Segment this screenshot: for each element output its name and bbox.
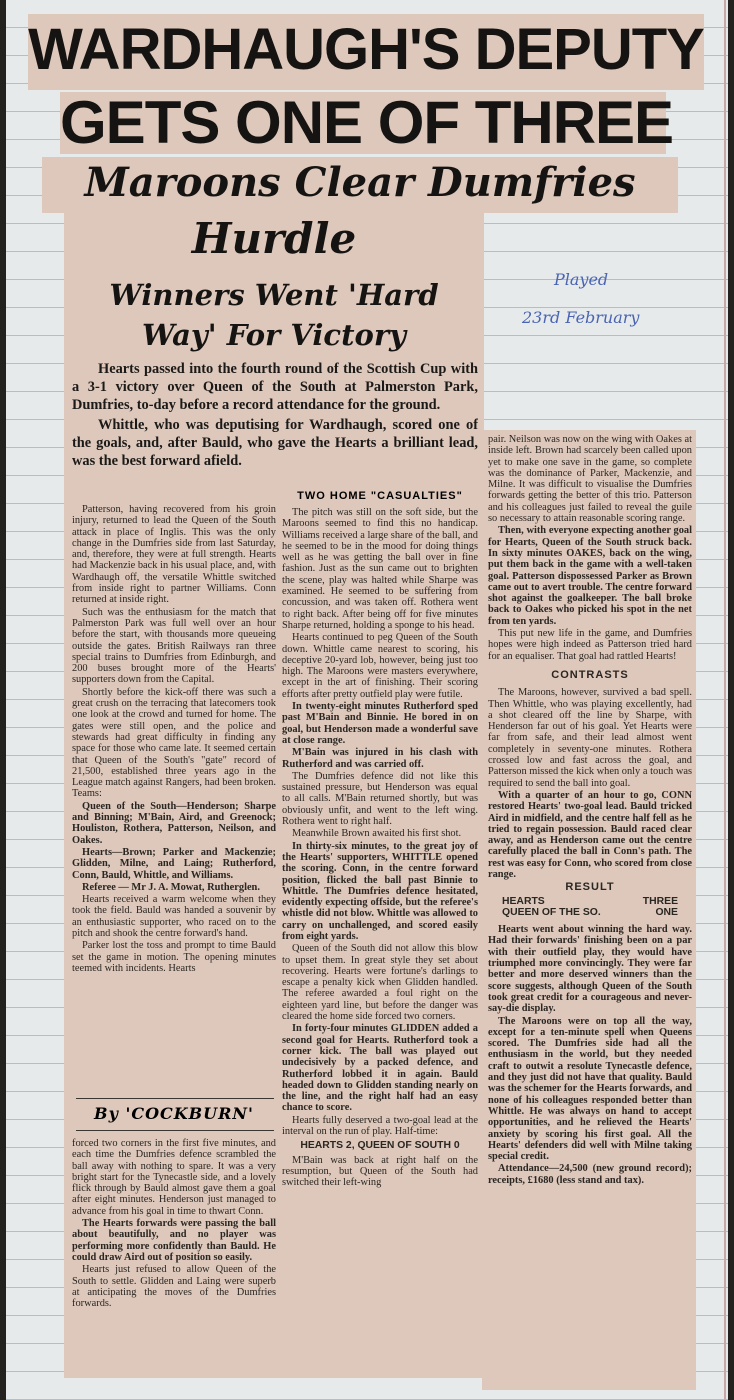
column-1-upper bbox=[72, 504, 276, 1094]
col3-heading-contrasts: CONTRASTS bbox=[551, 668, 629, 681]
scrapbook-page bbox=[6, 0, 728, 1400]
col1-paragraph: Hearts received a warm welcome when they took the field. Bauld was handed a souvenir by an enthusiastic supporter, who raced on to the pitch and shook the centre forward's hand. bbox=[72, 894, 276, 939]
intro-paragraph-2: Whittle, who was deputising for Wardhaugh, scored one of the goals, and, after Bauld, who gave the Hearts a brilliant lead, was the best forward afield. bbox=[72, 417, 478, 469]
col1-paragraph: forced two corners in the first five minutes, and each time the Dumfries defence scrambled the ball away with nothing to spare. It was a very bright start for the Tynecastle side, and a lovely flick through by Bauld almost gave them a goal after eight minutes. Henderson just managed to advance from his goal in time to thwart Conn. bbox=[72, 1138, 276, 1217]
byline: By 'COCKBURN' bbox=[94, 1104, 254, 1123]
col2-paragraph: Hearts continued to peg Queen of the South down. Whittle came nearest to scoring, his deceptive 20-yard lob, however, being just too high. The Maroons were masters everywhere, except in the art of finishing. Their scoring efforts after pretty outfield play were futile. bbox=[282, 632, 478, 700]
col3-paragraph: With a quarter of an hour to go, CONN restored Hearts' two-goal lead. Bauld tricked Aird in midfield, and the centre half fell as he tried to regain possession. Bauld raced clear away, and as Henderson came out the centre carefully placed the ball in Conn's path. The rest was easy for Conn, who scored from close range. bbox=[488, 789, 692, 880]
col1-paragraph: Parker lost the toss and prompt to time Bauld set the game in motion. The opening minutes teemed with incidents. Hearts bbox=[72, 940, 276, 974]
intro-paragraph-1: Hearts passed into the fourth round of the Scottish Cup with a 3-1 victory over Queen of the South at Palmerston Park, Dumfries, to-day before a record attendance for the ground. bbox=[72, 361, 478, 413]
subheadline-line-1: Winners Went 'Hard bbox=[109, 278, 439, 312]
col1-paragraph: Such was the enthusiasm for the match that Palmerston Park was full well over an hour before the start, with thousands more queueing outside the gates. British Railways ran three special trains to Dumfries from Edinburgh, and 200 buses brought more of the Hearts' supporters down from the Capital. bbox=[72, 606, 276, 686]
result-score-2: ONE bbox=[655, 906, 678, 918]
col1-paragraph: The Hearts forwards were passing the ball about beautifully, and no player was performing more confidently than Bauld. He could draw Aird out of position so easily. bbox=[72, 1218, 276, 1263]
col1-paragraph: Hearts just refused to allow Queen of the South to settle. Glidden and Laing were superb at anticipating the moves of the Dumfries forwards. bbox=[72, 1264, 276, 1310]
col2-paragraph: In thirty-six minutes, to the great joy of the Hearts' supporters, WHITTLE opened the scoring. Conn, in the centre forward position, flicked the ball past Binnie to Whittle. The Dumfries defence hesitated, evidently expecting offside, but the referee's whistle did not blow. Whittle was allowed to carry on unchallenged, and scored easily from eight yards. bbox=[282, 840, 478, 942]
col2-paragraph: In twenty-eight minutes Rutherford sped past M'Bain and Binnie. He bored in on goal, but Henderson made a wonderful save at close range. bbox=[282, 701, 478, 746]
result-team-1: HEARTS bbox=[502, 895, 545, 907]
headline-strip-3 bbox=[42, 157, 678, 213]
headline-line-1: WARDHAUGH'S DEPUTY bbox=[28, 17, 704, 82]
col1-paragraph: Patterson, having recovered from his groin injury, returned to lead the Queen of the South attack in place of Inglis. This was the only change in the Dumfries side from last Saturday, and, therefore, they were at full strength. Hearts had Mackenzie back in his usual place, and, with Wardhaugh off, the versatile Whittle switched from inside right to partner Williams. Conn returned at inside right. bbox=[72, 504, 276, 606]
col2-paragraph: The pitch was still on the soft side, but the Maroons seemed to find this no handicap. Williams received a large share of the ball, and he seemed to be in the mood for doing things well as he was getting the ball over in fine fashion. Just as the sun came out to brighten the scene, play was halted while Sharpe was examined. He seemed to be suffering from concussion, and was taken off. Rothera went to right back. After being off for five minutes Sharpe returned, holding a sponge to his head. bbox=[282, 507, 478, 631]
intro bbox=[72, 360, 478, 502]
col3-paragraph: The Maroons, however, survived a bad spell. Then Whittle, who was playing excellently, had a shot cleared off the line by Sharpe, with Henderson far out of his goal. Yet Hearts were far from safe, and their lead almost went completely in seventy-one minutes. Rothera crossed low and fast across the goal, and Patterson missed the kick when only a touch was required to send the ball into goal. bbox=[488, 687, 692, 789]
col2-paragraph: Queen of the South did not allow this blow to upset them. In great style they set about recovering. Hearts were fortune's darlings to escape a penalty kick when Glidden handled. The referee awarded a foul right on the eighteen yard line, but before the danger was cleared the home side forced two corners. bbox=[282, 943, 478, 1023]
byline-rule-top bbox=[76, 1098, 274, 1099]
col2-paragraph: In forty-four minutes GLIDDEN added a second goal for Hearts. Rutherford took a corner kick. The ball was played out undecisively by a packed defence, and Rutherford lobbed it in again. Bauld headed down to Glidden standing nearly on the line, and the right half had an easy chance to score. bbox=[282, 1023, 478, 1114]
col3-paragraph: pair. Neilson was now on the wing with Oakes at inside left. Brown had scarcely been called upon yet to make one save in the game, so complete was the dominance of Parker, Mackenzie, and Milne. It was difficult to visualise the Dumfries forwards getting the better of this trio. Patterson and his colleagues just failed to reveal the guile so necessary to attain reasonable scoring range. bbox=[488, 434, 692, 525]
col3-paragraph: Then, with everyone expecting another goal for Hearts, Queen of the South struck back. In sixty minutes OAKES, back on the wing, put them back in the game with a well-taken goal. Patterson dispossessed Parker as Brown came out to avert trouble. The centre forward shot against the goalkeeper. The ball broke back to Oakes who picked his spot in the net from ten yards. bbox=[488, 525, 692, 627]
result-score-1: THREE bbox=[642, 895, 678, 907]
col1-referee: Referee — Mr J. A. Mowat, Rutherglen. bbox=[82, 881, 260, 893]
byline-rule-bottom bbox=[76, 1130, 274, 1131]
headline-line-3: Maroons Clear Dumfries bbox=[84, 159, 636, 206]
col3-paragraph: The Maroons were on top all the way, except for a ten-minute spell when Queens scored. The Dumfries side had all the enthusiasm in the world, but they needed craft to outwit a resolute Tynecastle defence, and they just did not have that quality. Bauld was the schemer for the Hearts forwards, and none of his colleagues responded better than Whittle. He was always on hand to accept opportunities, and he relieved the Hearts' anxiety by scoring his first goal. All the Hearts' defenders did well with Milne taking special credit. bbox=[488, 1015, 692, 1163]
handwritten-played: Played bbox=[554, 270, 609, 289]
col3-paragraph: Hearts went about winning the hard way. Had their forwards' finishing been on a par with their outfield play, they would have triumphed more convincingly. They were far better and more deserved winners than the score suggests, although Queen of the South took great credit for a courageous and never-say-die display. bbox=[488, 924, 692, 1015]
headline-line-2: GETS ONE OF THREE bbox=[60, 89, 674, 156]
column-2 bbox=[282, 507, 478, 1375]
result-row-1 bbox=[488, 896, 692, 907]
headline-strip-2 bbox=[60, 89, 674, 156]
col1-team-queens: Queen of the South—Henderson; Sharpe and Binning; M'Bain, Aird, and Greenock; Houliston, Rothera, Patterson, Neilson, and Oakes. bbox=[72, 800, 276, 846]
result-row-2 bbox=[488, 907, 692, 918]
col2-paragraph: M'Bain was back at right half on the resumption, but Queen of the South had switched their left-wing bbox=[282, 1154, 478, 1189]
col2-paragraph: Hearts fully deserved a two-goal lead at the interval on the run of play. Half-time: bbox=[282, 1114, 478, 1138]
headline-line-4: Hurdle bbox=[191, 214, 357, 263]
col3-result-heading: RESULT bbox=[565, 881, 615, 894]
column-3 bbox=[488, 434, 692, 1384]
col1-paragraph: Shortly before the kick-off there was such a great crush on the terracing that latecomers took one look at the crowd and turned for home. The gates were still open, and the police and stewards had great difficulty in finding any space for those who came late. It seemed certain that Queen of the South's "gate" record of 21,500, established three years ago in the League match against Rangers, had been broken. Teams: bbox=[72, 686, 276, 800]
col3-paragraph: This put new life in the game, and Dumfries hopes were high indeed as Patterson tried hard for an equaliser. That goal had rattled Hearts! bbox=[488, 628, 692, 662]
col2-halftime: HEARTS 2, QUEEN OF SOUTH 0 bbox=[300, 1140, 460, 1152]
subheadline-line-2: Way' For Victory bbox=[142, 318, 406, 352]
col2-paragraph: The Dumfries defence did not like this sustained pressure, but Henderson was equal to all calls. M'Bain returned shortly, but was obviously unfit, and went to the left wing. Rothera went to right half. bbox=[282, 770, 478, 828]
col3-attendance: Attendance—24,500 (new ground record); receipts, £1680 (less stand and tax). bbox=[488, 1163, 692, 1186]
col2-paragraph: Meanwhile Brown awaited his first shot. bbox=[292, 828, 462, 840]
col2-paragraph: M'Bain was injured in his clash with Rutherford and was carried off. bbox=[282, 747, 478, 770]
col2-heading: TWO HOME "CASUALTIES" bbox=[297, 490, 463, 502]
handwritten-date: 23rd February bbox=[522, 308, 640, 327]
col1-team-hearts: Hearts—Brown; Parker and Mackenzie; Glidden, Milne, and Laing; Rutherford, Conn, Bauld, Whittle, and Williams. bbox=[72, 846, 276, 881]
column-1-lower bbox=[72, 1138, 276, 1376]
result-team-2: QUEEN OF THE SO. bbox=[502, 906, 601, 918]
headline-strip-1 bbox=[28, 14, 704, 90]
